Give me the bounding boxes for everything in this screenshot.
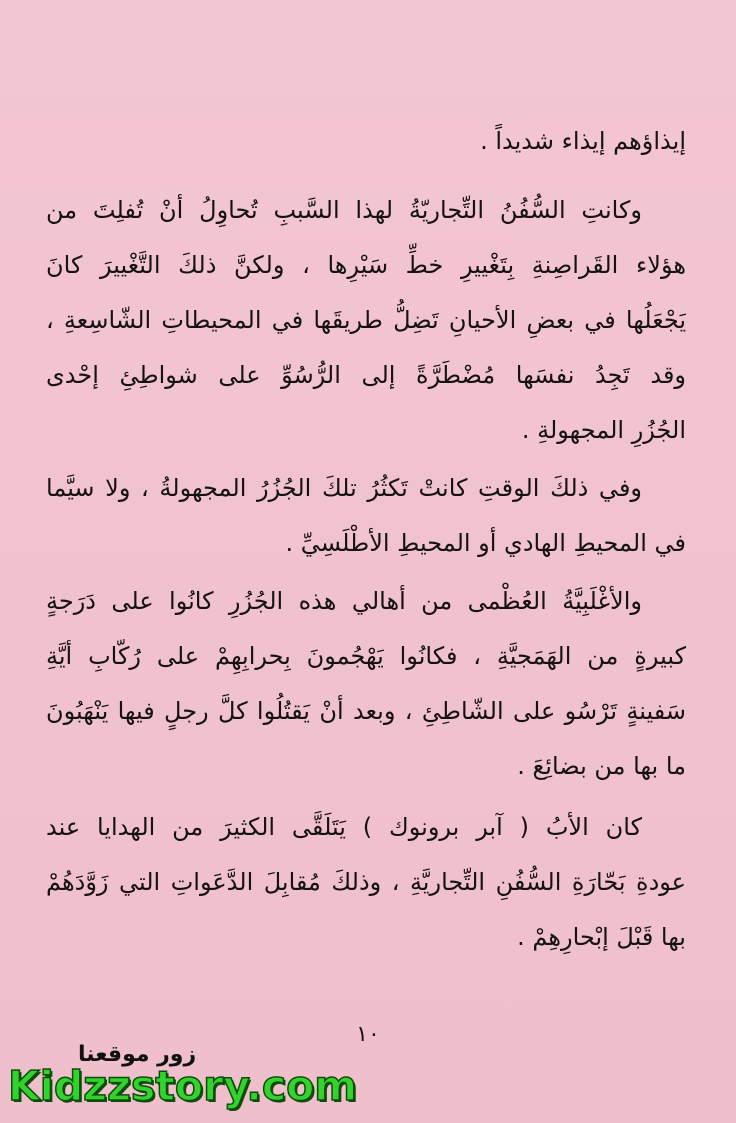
paragraph-line: في المحيطِ الهادي أو المحيطِ الأطْلَسِيِّ .: [285, 529, 686, 557]
paragraph-line: سَفينةٍ تَرْسُو على الشّاطِئِ ، وبعد أنْ يَقتُلُوا كلَّ رجلٍ فيها يَنْهَبُونَ: [46, 697, 686, 725]
paragraph-line: الجُزُرِ المجهولةِ .: [521, 416, 686, 444]
paragraph-line: وكانتِ السُّفُنُ التِّجاريّةُ لهذا السَّببِ تُحاوِلُ أنْ تُفلِتَ من: [46, 196, 642, 224]
paragraph-line: كان الأبُ ( آبر برونوك ) يَتَلَقَّى الكثيرَ من الهدايا عند: [46, 813, 642, 841]
page-number: ١٠: [356, 1022, 380, 1047]
paragraph-line: هؤلاء القَراصِنةِ بِتَغْييرِ خطِّ سَيْرِها ، ولكنَّ ذلكَ التَّغْييرَ كانَ: [46, 251, 686, 279]
paragraph-line: وفي ذلكَ الوقتِ كانتْ تَكثُرُ تلكَ الجُزُرُ المجهولةُ ، ولا سيَّما: [46, 474, 642, 502]
paragraph-line: والأغْلَبِيَّةُ العُظْمى من أهالي هذه الجُزُرِ كانُوا على دَرَجةٍ: [46, 587, 642, 615]
paragraph-2: [46, 183, 686, 458]
paragraph-line: عودةِ بَحّارَةِ السُّفُنِ التِّجاريَّةِ ، وذلكَ مُقابِلَ الدَّعَواتِ التي زَوَّدَهُمْ: [46, 868, 686, 896]
watermark-arabic-text: زور موقعنا: [78, 1042, 197, 1067]
paragraph-line: إيذاؤهم إيذاء شديداً .: [480, 127, 686, 155]
paragraph-line: يَجْعَلُها في بعضِ الأحيانِ تَضِلُّ طريقَها في المحيطاتِ الشّاسِعةِ ،: [46, 306, 686, 334]
paragraph-line: ما بها من بضائِعَ .: [517, 752, 686, 780]
paragraph-line: بها قَبْلَ إبْحارِهِمْ .: [517, 923, 686, 951]
paragraph-line: وقد تَجِدُ نفسَها مُضْطَرَّةً إلى الرُّسُوِّ على شواطِئِ إحْدى: [46, 361, 686, 389]
paragraph-5: [46, 800, 686, 965]
paragraph-1: [46, 114, 686, 169]
paragraph-4: [46, 574, 686, 794]
paragraph-3: [46, 461, 686, 571]
watermark-site-logo: Kidzzstory.com: [8, 1062, 358, 1110]
paragraph-line: كبيرةٍ من الهَمَجيَّةِ ، فكانُوا يَهْجُمونَ بِحرابِهِمْ على رُكّابِ أيَّةِ: [46, 642, 686, 670]
